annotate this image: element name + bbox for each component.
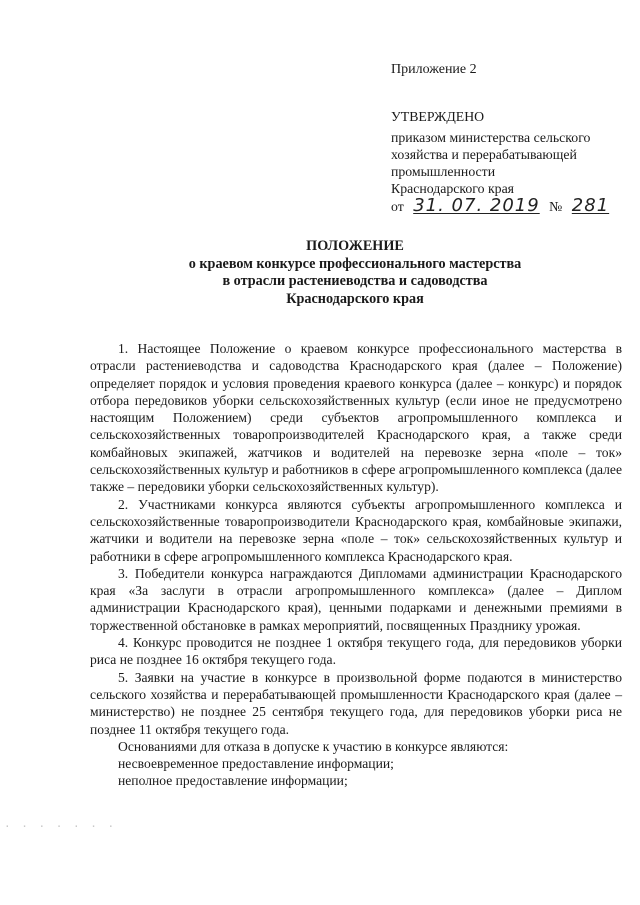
order-line: хозяйства и перерабатывающей: [391, 147, 577, 162]
paragraph: 2. Участниками конкурса являются субъекты агропромышленного комплекса и сельскохозяйственные товаропроизводители Краснодарского края, комбайновые экипажи, жатчики и водители на перевозке зерна «поле – ток» сельскохозяйственных культур и работники в сфере агропромышленного комплекса Краснодарского края.: [90, 496, 622, 564]
paragraph: Основаниями для отказа в допуске к участию в конкурсе являются:: [118, 738, 509, 754]
order-line: Краснодарского края: [391, 181, 515, 196]
approval-block: [391, 108, 626, 215]
paragraph: несвоевременное предоставление информации;: [118, 756, 394, 772]
paragraph: 5. Заявки на участие в конкурсе в произвольной форме подаются в министерство сельского хозяйства и перерабатывающей промышленности Краснодарского края (далее – министерство) не позднее 25 сентября текущего года, для передовиков уборки риса не позднее 11 октября текущего года.: [90, 669, 622, 737]
paragraph: неполное предоставление информации;: [118, 773, 348, 789]
appendix-label: Приложение 2: [391, 62, 477, 77]
faint-scan-mark: · · · · · · ·: [4, 820, 117, 833]
number-prefix: №: [549, 199, 563, 214]
handwritten-date: 31. 07. 2019: [413, 195, 540, 216]
title-heading: ПОЛОЖЕНИЕ: [306, 238, 404, 254]
approved-label: УТВЕРЖДЕНО: [391, 109, 485, 124]
order-line: приказом министерства сельского: [391, 130, 591, 145]
title-line: о краевом конкурсе профессионального мастерства: [188, 255, 522, 272]
document-body: [90, 340, 622, 790]
paragraph: 4. Конкурс проводится не позднее 1 октября текущего года, для передовиков уборки риса не позднее 16 октября текущего года.: [90, 635, 622, 668]
paragraph: 3. Победители конкурса награждаются Дипломами администрации Краснодарского края «За заслуги в отрасли агропромышленного комплекса» (далее – Диплом администрации Краснодарского края), ценными подарками и денежными премиями в торжественной обстановке в рамках мероприятий, посвященных Празднику урожая.: [90, 565, 622, 633]
date-prefix: от: [391, 199, 404, 214]
paragraph: 1. Настоящее Положение о краевом конкурсе профессионального мастерства в отрасли растениеводства и садоводства Краснодарского края (далее – Положение) определяет порядок и условия проведения краевого конкурса (далее – конкурс) и порядок отбора передовиков уборки сельскохозяйственных культур (если иное не предусмотрено настоящим Положением) среди субъектов агропромышленного комплекса и сельскохозяйственных товаропроизводителей Краснодарского края, а также среди комбайновых экипажей, жатчиков и водителей на перевозке зерна «поле – ток» сельскохозяйственных культур и работников в сфере агропромышленного комплекса (далее также – передовики уборки сельскохозяйственных культур).: [90, 341, 622, 495]
title-line: Краснодарского края: [286, 290, 424, 307]
handwritten-number: 281: [571, 195, 610, 216]
date-number-line: [391, 197, 626, 215]
title-line: в отрасли растениеводства и садоводства: [222, 273, 488, 289]
document-title: [90, 238, 620, 308]
order-line: промышленности: [391, 164, 496, 179]
